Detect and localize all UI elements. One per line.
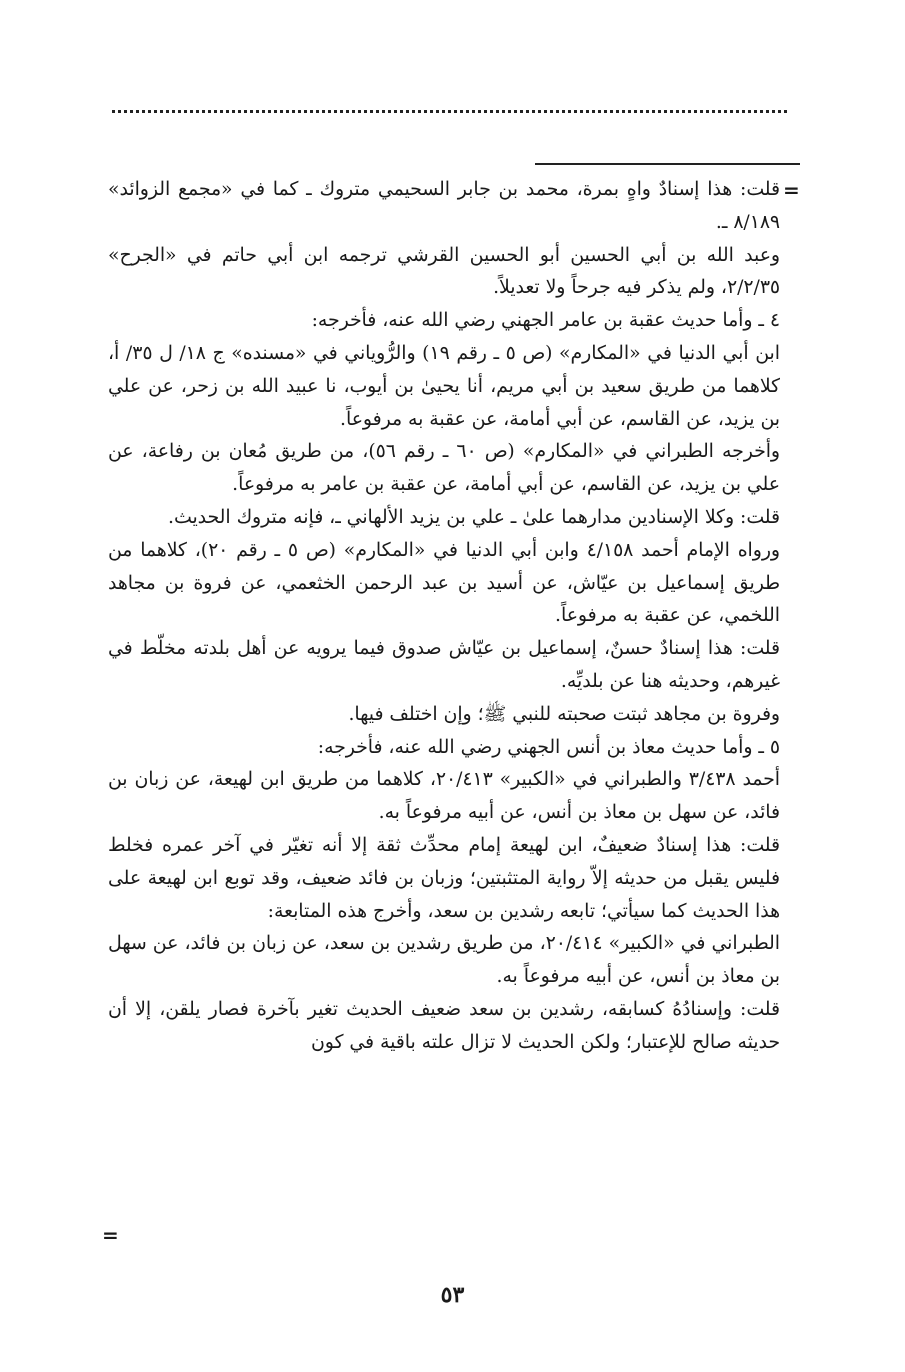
paragraph: ابن أبي الدنيا في «المكارم» (ص ٥ ـ رقم ١٩) والرُّوياني في «مسنده» ج ١٨/ ل ٣٥/ أ، كلاهما من طريق سعيد بن أبي مريم، أنا يحيىٰ بن أيوب، نا عبيد الله بن زحر، عن علي بن يزيد، عن القاسم، عن أبي أمامة، عن عقبة به مرفوعاً. xyxy=(108,342,780,430)
paragraph: قلت: هذا إسنادٌ واهٍ بمرة، محمد بن جابر السحيمي متروك ـ كما في «مجمع الزوائد» ٨/١٨٩ ـ. xyxy=(108,179,780,233)
paragraph: وأخرجه الطبراني في «المكارم» (ص ٦٠ ـ رقم ٥٦)، من طريق مُعان بن رفاعة، عن علي بن يزيد، عن القاسم، عن أبي أمامة، عن عقبة بن عامر به مرفوعاً. xyxy=(108,441,780,496)
paragraph: قلت: هذا إسنادٌ ضعيفٌ، ابن لهيعة إمام محدِّث ثقة إلا أنه تغيّر في آخر عمره فخلط فليس يقبل من حديثه إلاّ رواية المتثبتين؛ وزبان بن فائد ضعيف، وقد توبع ابن لهيعة على هذا الحديث كما سيأتي؛ تابعه رشدين بن سعد، وأخرج هذه المتابعة: xyxy=(108,834,780,922)
continuation-mark-start: = xyxy=(783,178,800,202)
dotted-separator xyxy=(112,110,787,113)
paragraph: أحمد ٣/٤٣٨ والطبراني في «الكبير» ٢٠/٤١٣، كلاهما من طريق ابن لهيعة، عن زبان بن فائد، عن سهل بن معاذ بن أنس، عن أبيه مرفوعاً به. xyxy=(108,769,780,824)
paragraph: قلت: وكلا الإسنادين مدارهما علىٰ ـ علي بن يزيد الألهاني ـ، فإنه متروك الحديث. xyxy=(168,506,780,528)
paragraph: وعبد الله بن أبي الحسين أبو الحسين القرشي ترجمه ابن أبي حاتم في «الجرح» ٢/٢/٣٥، ولم يذكر فيه جرحاً ولا تعديلاً. xyxy=(108,244,780,299)
page-number: ٥٣ xyxy=(440,1282,465,1308)
paragraph: ٥ ـ وأما حديث معاذ بن أنس الجهني رضي الله عنه، فأخرجه: xyxy=(317,736,780,758)
continuation-mark-end: = xyxy=(102,1223,119,1247)
footnote-text xyxy=(108,174,780,1254)
paragraph: الطبراني في «الكبير» ٢٠/٤١٤، من طريق رشدين بن سعد، عن زبان بن فائد، عن سهل بن معاذ بن أنس، عن أبيه مرفوعاً به. xyxy=(108,933,780,988)
paragraph: قلت: هذا إسنادٌ حسنٌ، إسماعيل بن عيّاش صدوق فيما يرويه عن أهل بلدته مخلّط في غيرهم، وحديثه هنا عن بلديِّه. xyxy=(108,638,780,692)
paragraph: ٤ ـ وأما حديث عقبة بن عامر الجهني رضي الله عنه، فأخرجه: xyxy=(311,310,780,332)
paragraph: ورواه الإمام أحمد ٤/١٥٨ وابن أبي الدنيا في «المكارم» (ص ٥ ـ رقم ٢٠)، كلاهما من طريق إسماعيل بن عيّاش، عن أسيد بن عبد الرحمن الخثعمي، عن فروة بن مجاهد اللخمي، عن عقبة به مرفوعاً. xyxy=(108,539,780,627)
paragraph: قلت: وإسنادُهُ كسابقه، رشدين بن سعد ضعيف الحديث تغير بآخرة فصار يلقن، إلا أن حديثه صالح للإعتبار؛ ولكن الحديث لا تزال علته باقية في كون xyxy=(108,998,780,1053)
paragraph: وفروة بن مجاهد ثبتت صحبته للنبي ﷺ؛ وإن اختلف فيها. xyxy=(348,703,780,725)
footnote-rule xyxy=(535,163,800,165)
